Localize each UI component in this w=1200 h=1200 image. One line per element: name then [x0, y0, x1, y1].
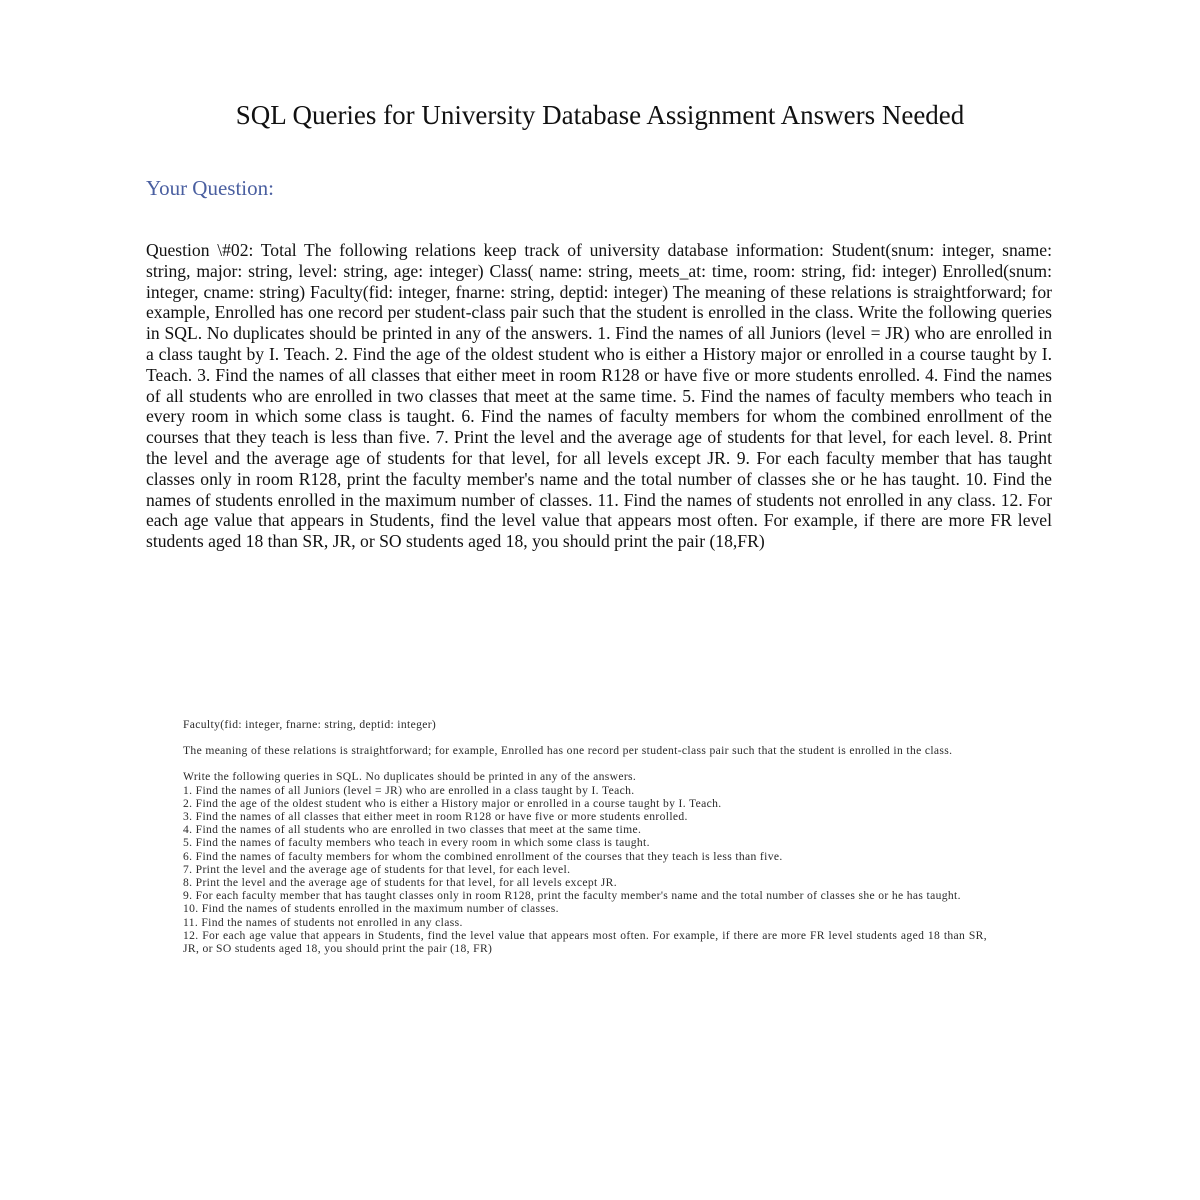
query-item-1: 1. Find the names of all Juniors (level = JR) who are enrolled in a class taught by I. Teach.	[183, 783, 635, 797]
your-question-heading: Your Question:	[146, 176, 274, 200]
query-item-3: 3. Find the names of all classes that either meet in room R128 or have five or more students enrolled.	[183, 810, 688, 824]
page-title: SQL Queries for University Database Assignment Answers Needed	[235, 100, 965, 130]
query-item-4: 4. Find the names of all students who are enrolled in two classes that meet at the same time.	[183, 823, 642, 837]
query-item-6: 6. Find the names of faculty members for whom the combined enrollment of the courses that they teach is less than five.	[183, 849, 783, 863]
question-body: Question \#02: Total The following relations keep track of university database information: Student(snum: integer, sname: string, major: string, level: string, age: integer) Class( name: string, meets_at: time, room: string, fid: integer) Enrolled(snum: integer, cname: string) Faculty(fid: integer, fnarne: string, deptid: integer) The meaning of these relations is straightforward; for example, Enrolled has one record per student-class pair such that the student is enrolled in the class. Write the following queries in SQL. No duplicates should be printed in any of the answers. 1. Find the names of all Juniors (level = JR) who are enrolled in a class taught by I. Teach. 2. Find the age of the oldest student who is either a History major or enrolled in a course taught by I. Teach. 3. Find the names of all classes that either meet in room R128 or have five or more students enrolled. 4. Find the names of all students who are enrolled in two classes that meet at the same time. 5. Find the names of faculty members who teach in every room in which some class is taught. 6. Find the names of faculty members for whom the combined enrollment of the courses that they teach is less than five. 7. Print the level and the average age of students for that level, for each level. 8. Print the level and the average age of students for that level, for all levels except JR. 9. For each faculty member that has taught classes only in room R128, print the faculty member's name and the total number of classes she or he has taught. 10. Find the names of students enrolled in the maximum number of classes. 11. Find the names of students not enrolled in any class. 12. For each age value that appears in Students, find the level value that appears most often. For example, if there are more FR level students aged 18 than SR, JR, or SO students aged 18, you should print the pair (18,FR)	[146, 240, 1052, 552]
scanned-question-image	[183, 718, 987, 1048]
query-item-9: 9. For each faculty member that has taught classes only in room R128, print the faculty member's name and the total number of classes she or he has taught.	[183, 889, 961, 903]
instructions-line: Write the following queries in SQL. No duplicates should be printed in any of the answers.	[183, 770, 637, 784]
query-item-8: 8. Print the level and the average age of students for that level, for all levels except JR.	[183, 876, 617, 890]
query-item-5: 5. Find the names of faculty members who teach in every room in which some class is taught.	[183, 836, 650, 850]
query-item-12: 12. For each age value that appears in Students, find the level value that appears most often. For example, if there are more FR level students aged 18 than SR, JR, or SO students aged 18, you should print the pair (18, FR)	[183, 928, 987, 956]
query-item-2: 2. Find the age of the oldest student who is either a History major or enrolled in a course taught by I. Teach.	[183, 796, 722, 810]
faculty-relation-line: Faculty(fid: integer, fnarne: string, deptid: integer)	[183, 718, 437, 731]
meaning-paragraph: The meaning of these relations is straightforward; for example, Enrolled has one record per student-class pair such that the student is enrolled in the class.	[183, 744, 953, 758]
query-item-7: 7. Print the level and the average age of students for that level, for each level.	[183, 862, 571, 876]
query-item-11: 11. Find the names of students not enrolled in any class.	[183, 915, 463, 929]
query-item-10: 10. Find the names of students enrolled in the maximum number of classes.	[183, 902, 559, 916]
